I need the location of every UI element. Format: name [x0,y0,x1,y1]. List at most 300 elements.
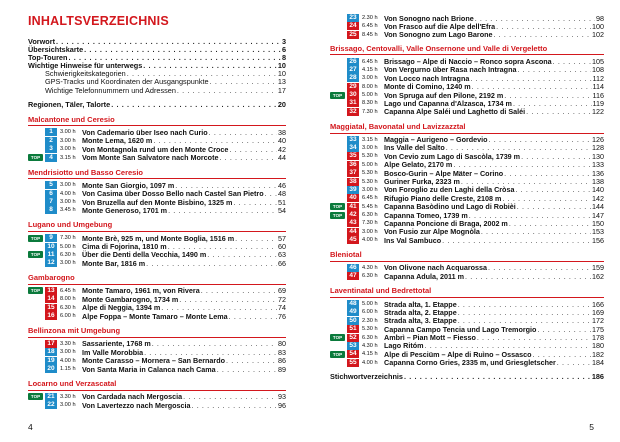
region-section [28,221,286,267]
tour-name: Monte Brè, 925 m, und Monte Boglia, 1516 m [82,233,235,243]
tour-row[interactable] [330,108,604,116]
tour-page: 116 [592,90,604,100]
tour-duration: 8.00 h [362,83,378,90]
tour-number-badge: 40 [347,194,359,202]
tour-duration: 5.00 h [60,243,76,250]
tour-page: 144 [592,202,604,212]
tour-page: 76 [278,311,286,321]
tour-row[interactable] [330,194,604,202]
tour-row[interactable] [28,312,286,320]
tour-row[interactable] [330,57,604,65]
tour-duration: 5.30 h [362,178,378,185]
region-section [330,251,604,280]
tour-row[interactable] [330,152,604,160]
tour-page: 100 [592,21,604,31]
page-number-left: 4 [28,422,33,432]
tour-number-badge: 19 [45,357,57,365]
region-heading: Laventinatal und Bedrettotal [330,287,604,298]
top-tour-badge: TOP [28,393,43,400]
tour-duration: 7.30 h [362,108,378,115]
tour-number-badge: 54 [347,350,359,358]
toc-entry-regionen[interactable] [28,101,286,109]
tour-page: 184 [592,358,604,368]
tour-row[interactable] [330,14,604,22]
top-tour-badge: TOP [330,203,345,210]
tour-number-badge: 35 [347,152,359,160]
entry-page: 10 [277,69,286,79]
entry-page: 6 [281,45,286,55]
tour-name: Strada alta, 2. Etappe [384,307,457,317]
entry-page: 8 [281,53,286,63]
left-column [28,14,286,409]
tour-row[interactable] [330,264,604,272]
tour-number-badge: 37 [347,169,359,177]
tour-number-badge: 10 [45,243,57,251]
leader-dots [210,78,277,86]
tour-row[interactable] [330,334,604,342]
tour-row[interactable] [28,145,286,153]
tour-name: Maggia – Aurigeno – Gordevio [384,135,488,145]
tour-page: 172 [592,316,604,326]
continued-tour-list [330,14,604,39]
top-badge-spacer [330,195,345,202]
tour-name: Monte di Comino, 1240 m [384,82,471,92]
tour-page: 182 [592,349,604,359]
tour-row[interactable] [330,325,604,333]
tour-duration: 3.15 h [60,154,76,161]
leader-dots [56,38,281,46]
tour-page: 169 [592,307,604,317]
tour-row[interactable] [330,83,604,91]
tour-row[interactable] [330,99,604,107]
tour-duration: 3.30 h [60,340,76,347]
tour-number-badge: 25 [347,31,359,39]
region-heading: Lugano und Umgebung [28,221,286,232]
left-tour-sections [28,116,286,409]
region-section [330,123,604,244]
tour-name: Monte Generoso, 1701 m [82,205,168,215]
tour-page: 86 [278,356,286,366]
tour-number-badge: 51 [347,325,359,333]
tour-duration: 5.30 h [362,326,378,333]
tour-name: Ins Val Sambuco [384,235,442,245]
tour-page: 153 [592,227,604,237]
tour-name: Ambrì – Pian Mott – Fiesso [384,333,476,343]
tour-row[interactable] [28,357,286,365]
leader-dots [177,87,277,95]
tour-row[interactable] [330,359,604,367]
leader-dots [229,312,277,321]
tour-page: 180 [592,341,604,351]
tour-number-badge: 11 [45,251,57,259]
top-badge-spacer [330,108,345,115]
region-heading: Maggiatal, Bavonatal und Lavizzazztal [330,123,604,134]
tour-name: Von Lavertezzo nach Mergoscia [82,400,191,410]
region-section [28,169,286,215]
tour-duration: 3.00 h [362,186,378,193]
tour-row[interactable] [28,295,286,303]
tour-page: 138 [592,177,604,186]
tour-name: Capanna Adula, 2011 m [384,271,465,281]
tour-name: Alpe di Neggia, 1394 m [82,303,161,313]
region-section [28,380,286,409]
tour-row[interactable] [330,22,604,30]
tour-row[interactable] [330,228,604,236]
tour-number-badge: 50 [347,317,359,325]
tour-page: 54 [278,205,286,215]
entry-page: 3 [281,37,286,46]
tour-number-badge: 15 [45,304,57,312]
tour-number-badge: 28 [347,74,359,82]
tour-row[interactable] [330,186,604,194]
tour-number-badge: 30 [347,91,359,99]
tour-page: 150 [592,218,604,228]
tour-page: 128 [592,143,604,153]
tour-number-badge: 44 [347,228,359,236]
tour-page: 122 [592,107,604,117]
tour-number-badge: 49 [347,308,359,316]
tour-number-badge: 18 [45,348,57,356]
tour-page: 178 [592,333,604,343]
tour-duration: 3.00 h [60,349,76,356]
tour-number-badge: 31 [347,99,359,107]
region-heading: Locarno und Verzascatal [28,380,286,391]
tour-row[interactable] [330,203,604,211]
tour-name: Monte Carasso – Mornera – San Bernardo [82,356,225,366]
tour-duration: 3.00 h [60,182,76,189]
tour-row[interactable] [28,304,286,312]
top-badge-spacer [28,260,43,267]
tour-page: 63 [278,250,286,260]
tour-row[interactable] [28,242,286,250]
top-badge-spacer [330,264,345,271]
tour-duration: 2.30 h [362,15,378,22]
right-tour-sections [330,45,604,367]
tour-number-badge: 52 [347,334,359,342]
tour-duration: 3.30 h [60,393,76,400]
top-badge-spacer [330,359,345,366]
tour-row[interactable] [28,154,286,162]
tour-page: 48 [278,189,286,199]
tour-row[interactable] [330,342,604,350]
tour-page: 83 [278,347,286,357]
tour-name: Guriner Furka, 2323 m [384,177,460,186]
top-badge-spacer [330,75,345,82]
leader-dots [84,46,281,54]
tour-duration: 4.00 h [362,237,378,244]
tour-number-badge: 13 [45,287,57,295]
tour-number-badge: 27 [347,66,359,74]
top-badge-spacer [28,304,43,311]
tour-duration: 3.15 h [362,136,378,143]
tour-name: Sassariente, 1768 m [82,339,151,349]
tour-name: Im Valle Morobbia [82,347,144,357]
top-tour-badge: TOP [28,235,43,242]
tour-row[interactable] [28,401,286,409]
top-tour-badge: TOP [28,154,43,161]
tour-row[interactable] [28,206,286,214]
tour-number-badge: 16 [45,312,57,320]
tour-number-badge: 39 [347,186,359,194]
top-badge-spacer [28,199,43,206]
tour-name: Lago und Capanna d'Alzasca, 1734 m [384,98,512,108]
tour-duration: 3.00 h [60,260,76,267]
region-section [28,274,286,320]
tour-row[interactable] [330,211,604,219]
tour-page: 147 [592,210,604,220]
tour-name: Von Vergurno über Rasa nach Intragna [384,65,517,75]
top-tour-badge: TOP [28,251,43,258]
leader-dots [168,206,277,215]
tour-row[interactable] [28,137,286,145]
tour-page: 60 [278,242,286,251]
top-badge-spacer [28,129,43,136]
tour-name: Capanna Campo Tencia und Lago Tremorgio [384,324,537,334]
top-badge-spacer [330,23,345,30]
region-section [330,287,604,366]
tour-page: 98 [596,13,604,23]
tour-name: Monte Tamaro, 1961 m, von Rivera [82,286,200,296]
tour-row[interactable] [28,198,286,206]
tour-number-badge: 8 [45,206,57,214]
tour-page: 102 [592,30,604,40]
tour-page: 159 [592,263,604,273]
tour-number-badge: 47 [347,272,359,280]
tour-row[interactable] [330,219,604,227]
tour-page: 136 [592,168,604,178]
tour-duration: 6.45 h [60,287,76,294]
tour-row[interactable] [28,259,286,267]
tour-name: Strada alta, 3. Etappe [384,316,457,326]
tour-duration: 5.00 h [362,301,378,307]
tour-number-badge: 7 [45,198,57,206]
tour-duration: 6.30 h [60,251,76,258]
tour-page: 80 [278,339,286,349]
top-badge-spacer [28,146,43,153]
tour-number-badge: 17 [45,340,57,348]
top-badge-spacer [330,301,345,308]
top-badge-spacer [330,144,345,151]
tour-number-badge: 55 [347,359,359,367]
front-matter-list [28,38,286,95]
tour-row[interactable] [330,169,604,177]
entry-page: 17 [277,85,286,95]
top-badge-spacer [330,309,345,316]
tour-duration: 3.45 h [60,207,76,214]
top-tour-badge: TOP [28,287,43,294]
top-badge-spacer [330,153,345,160]
tour-page: 105 [592,57,604,67]
tour-page: 38 [278,127,286,137]
tour-duration: 6.45 h [362,23,378,30]
leader-dots [217,365,277,374]
right-column [330,14,604,381]
top-badge-spacer [330,186,345,193]
top-badge-spacer [330,317,345,324]
tour-name: Capanna Tomeo, 1739 m [384,210,468,220]
tour-name: Vom Monte San Salvatore nach Morcote [82,153,219,163]
tour-name: Von Fusio zur Alpe Mognòla [384,227,480,237]
tour-row[interactable] [330,144,604,152]
tour-row[interactable] [330,177,604,185]
top-badge-spacer [330,15,345,22]
tour-row[interactable] [28,128,286,136]
tour-row[interactable] [330,66,604,74]
tour-duration: 6.30 h [362,273,378,280]
tour-row[interactable] [28,190,286,198]
region-heading: Malcantone und Ceresio [28,116,286,127]
top-tour-badge: TOP [330,351,345,358]
region-heading: Mendrisiotto und Basso Ceresio [28,169,286,180]
top-tour-badge: TOP [330,92,345,99]
entry-page: 13 [277,77,286,87]
entry-label: Vorwort [28,37,56,46]
tour-row[interactable] [330,272,604,280]
tour-row[interactable] [330,300,604,308]
tour-row[interactable] [28,365,286,373]
tour-name: Alpe di Pesciüm – Alpe di Ruìno – Ossasco [384,349,532,359]
tour-row[interactable] [28,393,286,401]
top-badge-spacer [28,207,43,214]
top-badge-spacer [330,58,345,65]
region-section [330,45,604,116]
tour-row[interactable] [28,251,286,259]
tour-name: Capanna Corno Gries, 2335 m, und Griesgletscher [384,358,556,368]
tour-row[interactable] [330,136,604,144]
top-badge-spacer [330,66,345,73]
tour-page: 140 [592,185,604,195]
tour-row[interactable] [330,236,604,244]
tour-duration: 4.30 h [362,342,378,349]
leader-dots [557,358,591,367]
tour-name: Von Montagnola rund um den Monte Croce [82,144,229,154]
tour-page: 57 [278,233,286,243]
tour-row[interactable] [28,181,286,189]
tour-name: Bosco-Gurin – Alpe Mäter – Corino [384,168,504,178]
tour-number-badge: 46 [347,264,359,272]
tour-page: 142 [592,193,604,203]
leader-dots [493,30,591,39]
tour-duration: 2.30 h [362,317,378,324]
tour-number-badge: 4 [45,154,57,162]
tour-number-badge: 43 [347,219,359,227]
tour-duration: 7.30 h [60,235,76,242]
tour-duration: 3.00 h [362,75,378,82]
tour-page: 74 [278,303,286,313]
tour-name: Monte Gambarogno, 1734 m [82,294,179,304]
tour-name: Über die Denti della Vecchia, 1490 m [82,250,207,260]
tour-name: Von Olivone nach Acquarossa [384,263,488,273]
tour-row[interactable] [28,287,286,295]
tour-name: Von Cademario über Iseo nach Curio [82,127,208,137]
toc-entry-index[interactable] [330,373,604,381]
tour-row[interactable] [330,91,604,99]
tour-row[interactable] [330,161,604,169]
tour-duration: 4.00 h [60,190,76,197]
tour-row[interactable] [28,340,286,348]
tour-page: 66 [278,258,286,268]
tour-page: 51 [278,197,286,207]
tour-number-badge: 9 [45,234,57,242]
tour-name: Lago Ritóm [384,341,424,351]
top-badge-spacer [28,243,43,250]
leader-dots [192,401,277,410]
entry-label: Regionen, Täler, Talorte [28,99,111,109]
tour-page: 166 [592,299,604,309]
tour-duration: 3.00 h [60,129,76,136]
tour-duration: 5.00 h [362,161,378,168]
tour-duration: 6.45 h [362,195,378,202]
region-heading: Gambarogno [28,274,286,285]
tour-page: 156 [592,235,604,245]
toc-entry[interactable] [28,87,286,95]
tour-row[interactable] [330,350,604,358]
tour-number-badge: 21 [45,393,57,401]
entry-page: 186 [591,371,604,381]
top-badge-spacer [28,366,43,373]
tour-duration: 6.30 h [362,334,378,341]
tour-number-badge: 38 [347,178,359,186]
leader-dots [143,62,277,70]
top-badge-spacer [28,190,43,197]
tour-page: 108 [592,65,604,75]
entry-page: 10 [277,61,286,71]
toc-title: INHALTSVERZEICHNIS [28,14,169,28]
tour-duration: 3.00 h [362,144,378,151]
tour-number-badge: 26 [347,58,359,66]
tour-page: 69 [278,286,286,296]
tour-number-badge: 20 [45,365,57,373]
tour-name: Monte San Giorgio, 1097 m [82,180,175,190]
tour-duration: 4.15 h [362,66,378,73]
tour-number-badge: 22 [45,401,57,409]
tour-duration: 4.00 h [60,357,76,364]
entry-label: Schwierigkeitskategorien [45,69,126,79]
tour-duration: 6.30 h [362,212,378,219]
top-badge-spacer [330,273,345,280]
leader-dots [442,236,591,245]
tour-number-badge: 1 [45,128,57,136]
tour-page: 42 [278,144,286,154]
tour-duration: 3.00 h [362,228,378,235]
tour-row[interactable] [330,308,604,316]
tour-number-badge: 45 [347,236,359,244]
tour-row[interactable] [330,317,604,325]
tour-page: 130 [592,151,604,161]
tour-row[interactable] [28,234,286,242]
tour-row[interactable] [330,31,604,39]
entry-label: Wichtige Telefonnummern und Adressen [45,85,176,95]
tour-name: Von Santa Maria in Calanca nach Cama [82,364,216,374]
tour-name: Capanna Alpe Saléi und Laghetto di Saléi [384,107,526,117]
leader-dots [219,153,277,162]
tour-number-badge: 48 [347,300,359,308]
tour-name: Brissago – Alpe di Naccio – Ronco sopra Ascona [384,57,552,67]
region-section [28,116,286,162]
leader-dots [526,107,591,116]
tour-row[interactable] [28,348,286,356]
entry-label: GPS-Tracks und Koordinaten der Ausgangspunkte [45,77,209,87]
tour-name: Von Cevio zum Lago di Sascòla, 1739 m [384,151,521,161]
top-badge-spacer [28,137,43,144]
entry-label: Wichtige Hinweise für unterwegs [28,61,143,71]
tour-duration: 4.00 h [362,359,378,366]
leader-dots [146,259,277,268]
tour-number-badge: 14 [45,295,57,303]
tour-duration: 4.30 h [362,264,378,271]
tour-row[interactable] [330,74,604,82]
top-badge-spacer [28,340,43,347]
